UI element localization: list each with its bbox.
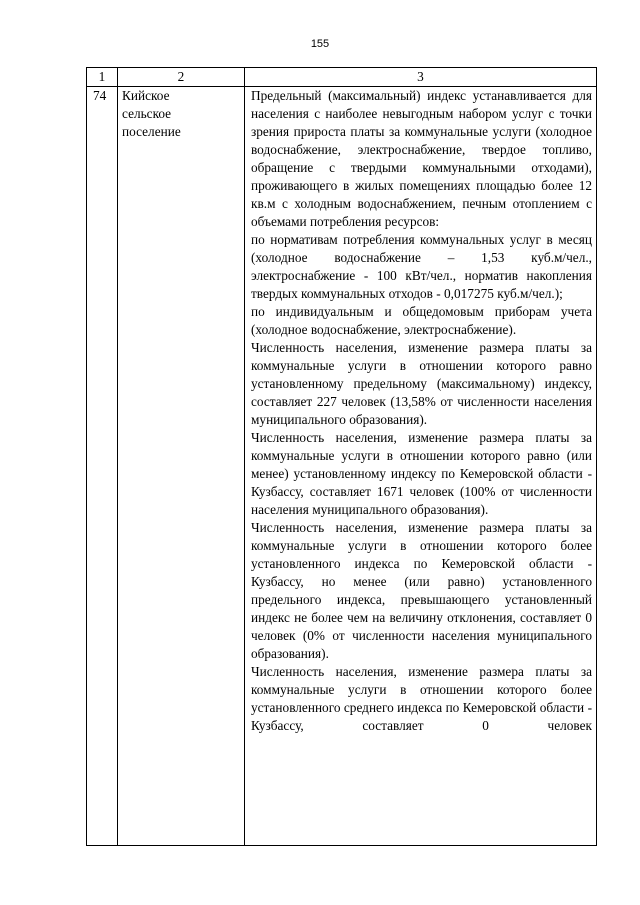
header-cell-2: 2 [118,68,245,87]
document-table [86,67,597,846]
settlement-name-cell [118,87,245,846]
settlement-name-line: сельское [122,106,172,121]
page-number: 155 [310,38,330,50]
header-cell-1: 1 [87,68,118,87]
table-header-row [87,68,597,87]
row-number-cell: 74 [87,87,118,846]
description-paragraph: Численность населения, изменение размера платы за коммунальные услуги в отношении которого равно установленному предельному (максимальному) индексу, составляет 227 человек (13,58% от численности населения муниципального образования). [251,340,592,427]
description-paragraph: по индивидуальным и общедомовым приборам учета (холодное водоснабжение, электроснабжение). [251,304,592,337]
description-paragraph: по нормативам потребления коммунальных услуг в месяц (холодное водоснабжение – 1,53 куб.м/чел., электроснабжение - 100 кВт/чел., норматив накопления твердых коммунальных отходов - 0,017275 куб.м/чел.); [251,232,592,301]
description-paragraph: Численность населения, изменение размера платы за коммунальные услуги в отношении которого равно (или менее) установленному индексу по Кемеровской области - Кузбассу, составляет 1671 человек (100% от численности населения муниципального образования). [251,430,592,517]
description-paragraph: Численность населения, изменение размера платы за коммунальные услуги в отношении которого более установленного индекса по Кемеровской области - Кузбассу, но менее (или равно) установленного предельного индекса, превышающего установленный индекс не более чем на величину отклонения, составляет 0 человек (0% от численности населения муниципального образования). [251,520,592,661]
header-cell-3: 3 [245,68,597,87]
description-cell [245,87,597,846]
description-paragraph: Предельный (максимальный) индекс устанавливается для населения с наиболее невыгодным набором услуг с точки зрения прироста платы за коммунальные услуги (холодное водоснабжение, электроснабжение, твердое топливо, обращение с твердыми коммунальными отходами), проживающего в жилых помещениях площадью более 12 кв.м с холодным водоснабжением, печным отоплением с объемами потребления ресурсов: [251,88,592,229]
settlement-name-line: Кийское [122,88,170,103]
description-paragraph: Численность населения, изменение размера платы за коммунальные услуги в отношении которого более установленного среднего индекса по Кемеровской области - Кузбассу, составляет 0 человек [251,664,592,733]
table-row [87,87,597,846]
settlement-name-line: поселение [122,124,181,139]
